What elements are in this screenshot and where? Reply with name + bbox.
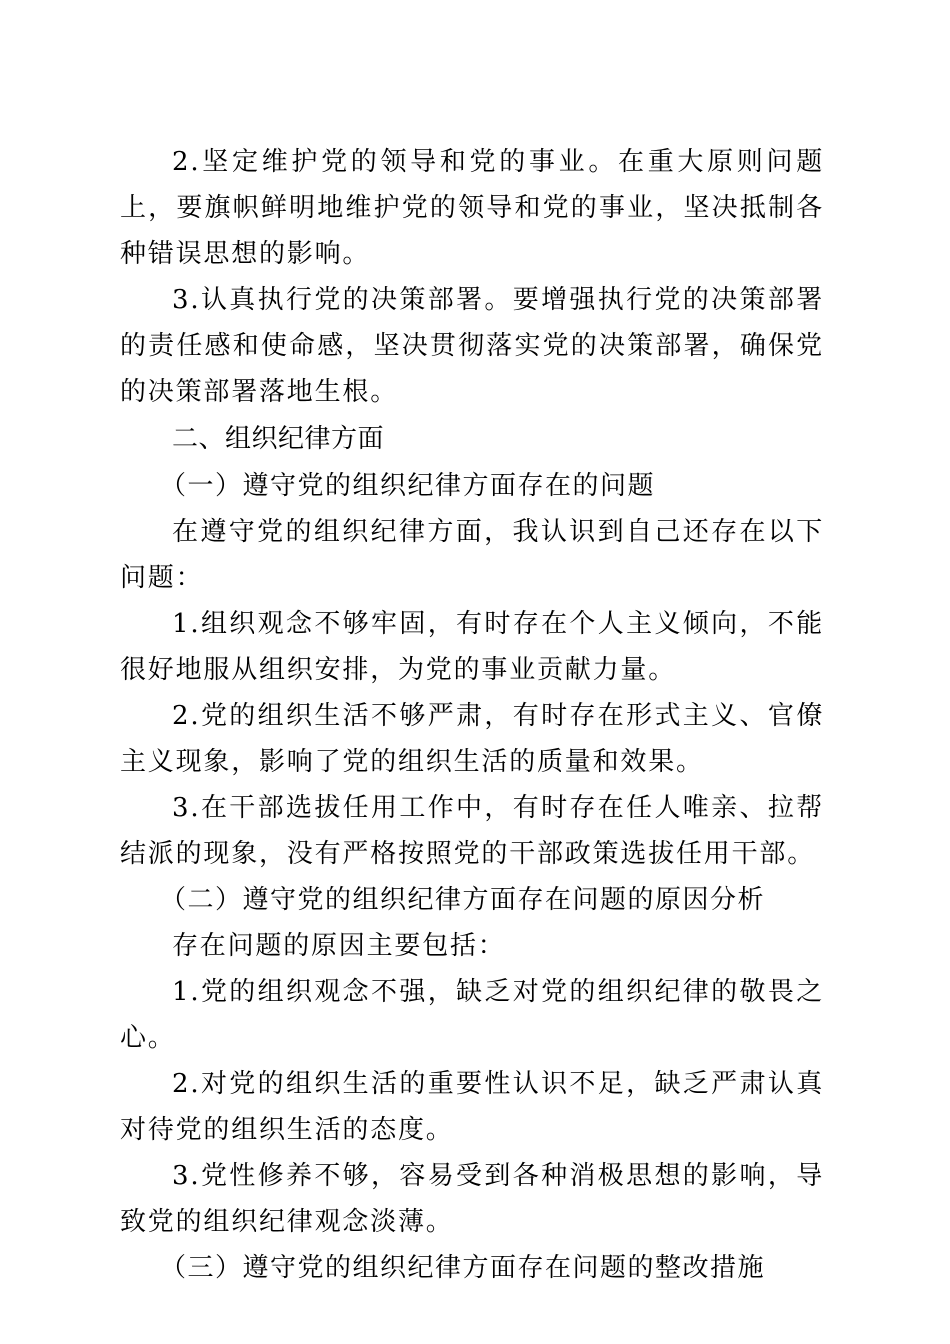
list-item-problem-2: 2.党的组织生活不够严肃，有时存在形式主义、官僚主义现象，影响了党的组织生活的质量和效果。 — [120, 701, 824, 777]
paragraph-causes-intro: 存在问题的原因主要包括： — [172, 931, 506, 961]
list-item-problem-1: 1.组织观念不够牢固，有时存在个人主义倾向，不能很好地服从组织安排，为党的事业贡献力量。 — [120, 609, 824, 685]
paragraph-execute-decisions: 3.认真执行党的决策部署。要增强执行党的决策部署的责任感和使命感，坚决贯彻落实党的决策部署，确保党的决策部署落地生根。 — [120, 285, 824, 407]
paragraph-uphold-leadership: 2.坚定维护党的领导和党的事业。在重大原则问题上，要旗帜鲜明地维护党的领导和党的事业，坚决抵制各种错误思想的影响。 — [120, 147, 824, 269]
subsection-title-causes: （二）遵守党的组织纪律方面存在问题的原因分析 — [160, 885, 766, 915]
list-item-cause-3: 3.党性修养不够，容易受到各种消极思想的影响，导致党的组织纪律观念淡薄。 — [120, 1161, 824, 1237]
subsection-title-measures: （三）遵守党的组织纪律方面存在问题的整改措施 — [160, 1253, 766, 1283]
list-item-problem-3: 3.在干部选拔任用工作中，有时存在任人唯亲、拉帮结派的现象，没有严格按照党的干部政策选拔任用干部。 — [120, 793, 824, 869]
list-item-cause-1: 1.党的组织观念不强，缺乏对党的组织纪律的敬畏之心。 — [120, 977, 824, 1053]
subsection-title-problems: （一）遵守党的组织纪律方面存在的问题 — [160, 471, 656, 501]
document-body — [120, 139, 824, 1291]
paragraph-problems-intro: 在遵守党的组织纪律方面，我认识到自己还存在以下问题： — [120, 517, 824, 593]
section-heading-organizational-discipline: 二、组织纪律方面 — [172, 424, 385, 454]
list-item-cause-2: 2.对党的组织生活的重要性认识不足，缺乏严肃认真对待党的组织生活的态度。 — [120, 1069, 824, 1145]
